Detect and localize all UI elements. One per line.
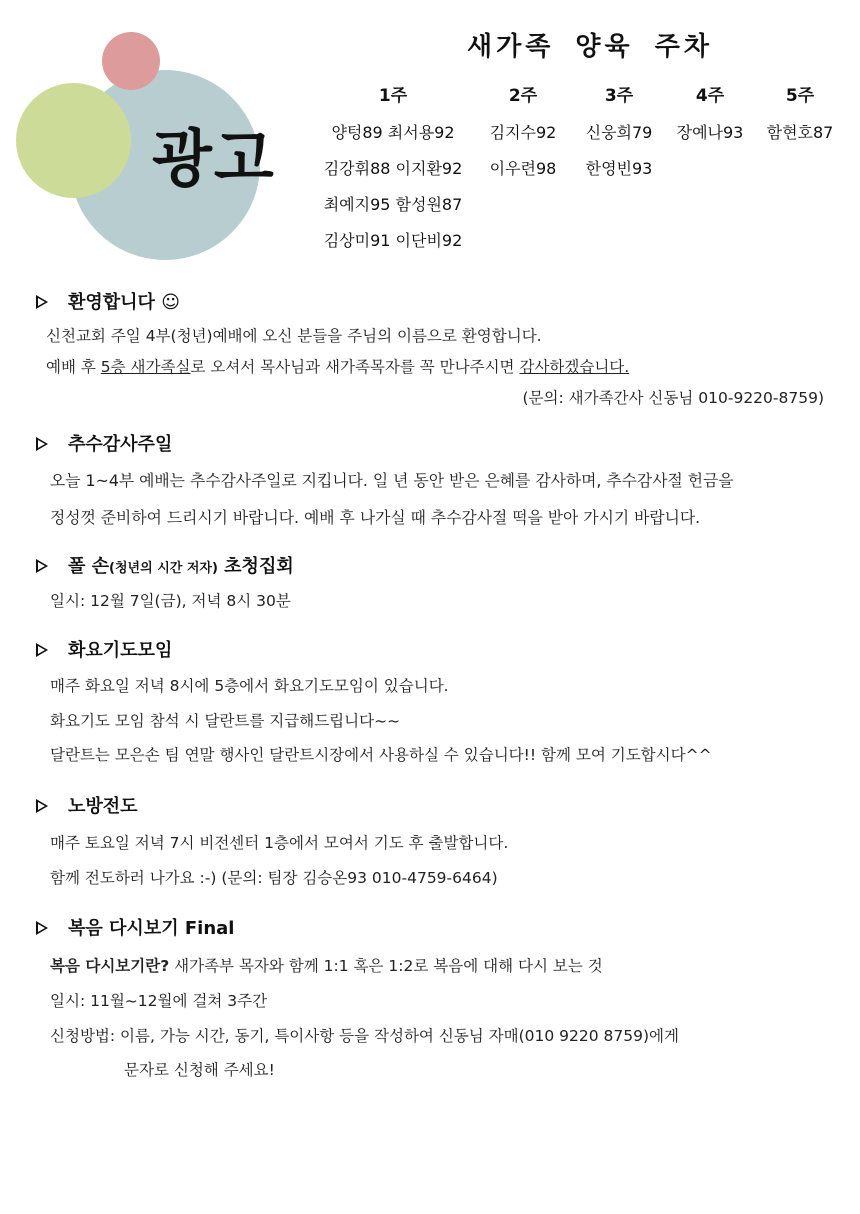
week-member: 신웅희79 [585,123,653,142]
week-column-5 [758,86,842,158]
week-column-3 [574,86,664,194]
week-member: 장예나93 [676,123,744,142]
page-title: 새가족 양육 주차 [467,32,713,62]
section-title-gospel-review: 복음 다시보기 Final [36,914,234,940]
week-label: 3주 [604,86,634,106]
week-member: 이우련98 [489,159,557,178]
week-column-2 [478,86,568,194]
section-title-welcome: 환영합니다 ☺ [36,288,180,314]
week-member: 김상미91 이단비92 [323,231,463,250]
week-label: 2주 [508,86,538,106]
thanksgiving-line-2: 정성껏 준비하여 드리시기 바랍니다. 예배 후 나가실 때 추수감사절 떡을 받아 가시기 바랍니다. [50,508,701,527]
week-label: 4주 [695,86,725,106]
triangle-bullet-icon [36,799,48,813]
week-member: 최예지95 함성원87 [323,195,463,214]
welcome-line-2: 예배 후 5층 새가족실로 오셔서 목사님과 새가족목자를 꼭 만나주시면 감사하겠습니다. [46,358,630,376]
welcome-line-1: 신천교회 주일 4부(청년)예배에 오신 분들을 주님의 이름으로 환영합니다. [46,327,542,345]
triangle-bullet-icon [36,437,48,451]
section-title-tuesday-prayer: 화요기도모임 [36,636,172,662]
week-column-1 [318,86,468,266]
thanksgiving-line-1: 오늘 1~4부 예배는 추수감사주일로 지킵니다. 일 년 동안 받은 은혜를 감사하며, 추수감사절 헌금을 [50,471,734,490]
week-column-4 [668,86,752,158]
triangle-bullet-icon [36,295,48,309]
decor-circle-pink [102,32,160,90]
smiley-icon: ☺ [161,292,180,313]
section-title-revival: 폴 손(청년의 시간 저자) 초청집회 [36,552,294,578]
street-line-1: 매주 토요일 저녁 7시 비전센터 1층에서 모여서 기도 후 출발합니다. [50,834,509,852]
tuesday-line-1: 매주 화요일 저녁 8시에 5층에서 화요기도모임이 있습니다. [50,677,449,695]
tuesday-line-3: 달란트는 모은손 팀 연말 행사인 달란트시장에서 사용하실 수 있습니다!! 함께 모여 기도합시다^^ [50,746,712,764]
section-title-thanksgiving: 추수감사주일 [36,430,172,456]
triangle-bullet-icon [36,921,48,935]
week-member: 양텅89 최서용92 [331,123,455,142]
triangle-bullet-icon [36,559,48,573]
gospel-line-3: 신청방법: 이름, 가능 시간, 동기, 특이사항 등을 작성하여 신동님 자매(010 9220 8759)에게 [50,1027,679,1045]
logo-text: 광고 [152,122,276,195]
section-title-street-evangelism: 노방전도 [36,792,138,818]
week-label: 5주 [785,86,815,106]
gospel-line-1: 복음 다시보기란? 새가족부 목자와 함께 1:1 혹은 1:2로 복음에 대해 다시 보는 것 [50,957,603,975]
revival-datetime: 일시: 12월 7일(금), 저녁 8시 30분 [50,592,291,610]
street-line-2: 함께 전도하러 나가요 :-) (문의: 팀장 김승온93 010-4759-6464) [50,869,498,887]
week-member: 함현호87 [766,123,834,142]
week-member: 한영빈93 [585,159,653,178]
gospel-line-4: 문자로 신청해 주세요! [124,1061,275,1079]
gospel-line-2: 일시: 11월~12월에 걸쳐 3주간 [50,992,268,1010]
tuesday-line-2: 화요기도 모임 참석 시 달란트를 지급해드립니다~~ [50,712,401,730]
welcome-contact: (문의: 새가족간사 신동님 010-9220-8759) [522,389,824,407]
room-location: 5층 새가족실 [100,358,191,376]
week-label: 1주 [378,86,408,106]
triangle-bullet-icon [36,643,48,657]
week-member: 김지수92 [489,123,557,142]
decor-circle-green [16,83,131,198]
week-member: 김강휘88 이지환92 [323,159,463,178]
